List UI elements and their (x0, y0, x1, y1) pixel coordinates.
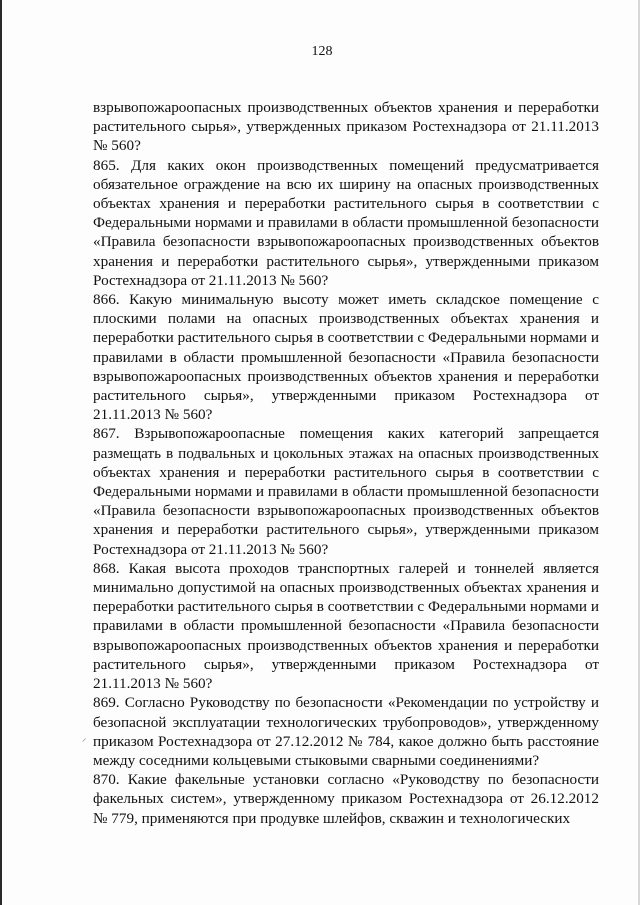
question-867: 867. Взрывопожароопасные помещения каких категорий запрещается размещать в подвальных и цокольных этажах на опасных производственных объектах хранения и переработки растительного сырья в соответствии с Федеральными нормами и правилами в области промышленной безопасности «Правила безопасности взрывопожароопасных производственных объектов хранения и переработки растительного сырья», утвержденными приказом Ростехнадзора от 21.11.2013 № 560? (93, 425, 599, 558)
question-865: 865. Для каких окон производственных помещений предусматривается обязательное ограждение на всю их ширину на опасных производственных объектах хранения и переработки растительного сырья в соответствии с Федеральными нормами и правилами в области промышленной безопасности «Правила безопасности взрывопожароопасных производственных объектов хранения и переработки растительного сырья», утвержденными приказом Ростехнадзора от 21.11.2013 № 560? (93, 156, 599, 289)
question-869: 869. Согласно Руководству по безопасности «Рекомендации по устройству и безопасной эксплуатации технологических трубопроводов», утвержденному приказом Ростехнадзора от 27.12.2012 № 784, какое должно быть расстояние между соседними кольцевыми стыковыми сварными соединениями? (93, 694, 599, 769)
document-body (93, 98, 599, 828)
page-number: 128 (311, 44, 333, 59)
question-870: 870. Какие факельные установки согласно «Руководству по безопасности факельных систем», утвержденному приказом Ростехнадзора от 26.12.2012 № 779, применяются при продувке шлейфов, скважин и технологических (93, 771, 599, 827)
question-868: 868. Какая высота проходов транспортных галерей и тоннелей является минимально допустимой на опасных производственных объектах хранения и переработки растительного сырья в соответствии с Федеральными нормами и правилами в области промышленной безопасности «Правила безопасности взрывопожароопасных производственных объектов хранения и переработки растительного сырья», утвержденными приказом Ростехнадзора от 21.11.2013 № 560? (93, 559, 599, 693)
scan-mark: ⸝ (82, 734, 87, 744)
paragraph-continuation: взрывопожароопасных производственных объектов хранения и переработки растительного сырья», утвержденных приказом Ростехнадзора от 21.11.2013 № 560? (93, 99, 599, 155)
question-866: 866. Какую минимальную высоту может иметь складское помещение с плоскими полами на опасных производственных объектах хранения и переработки растительного сырья в соответствии с Федеральными нормами и правилами в области промышленной безопасности «Правила безопасности взрывопожароопасных производственных объектов хранения и переработки растительного сырья», утвержденными приказом Ростехнадзора от 21.11.2013 № 560? (93, 291, 599, 424)
